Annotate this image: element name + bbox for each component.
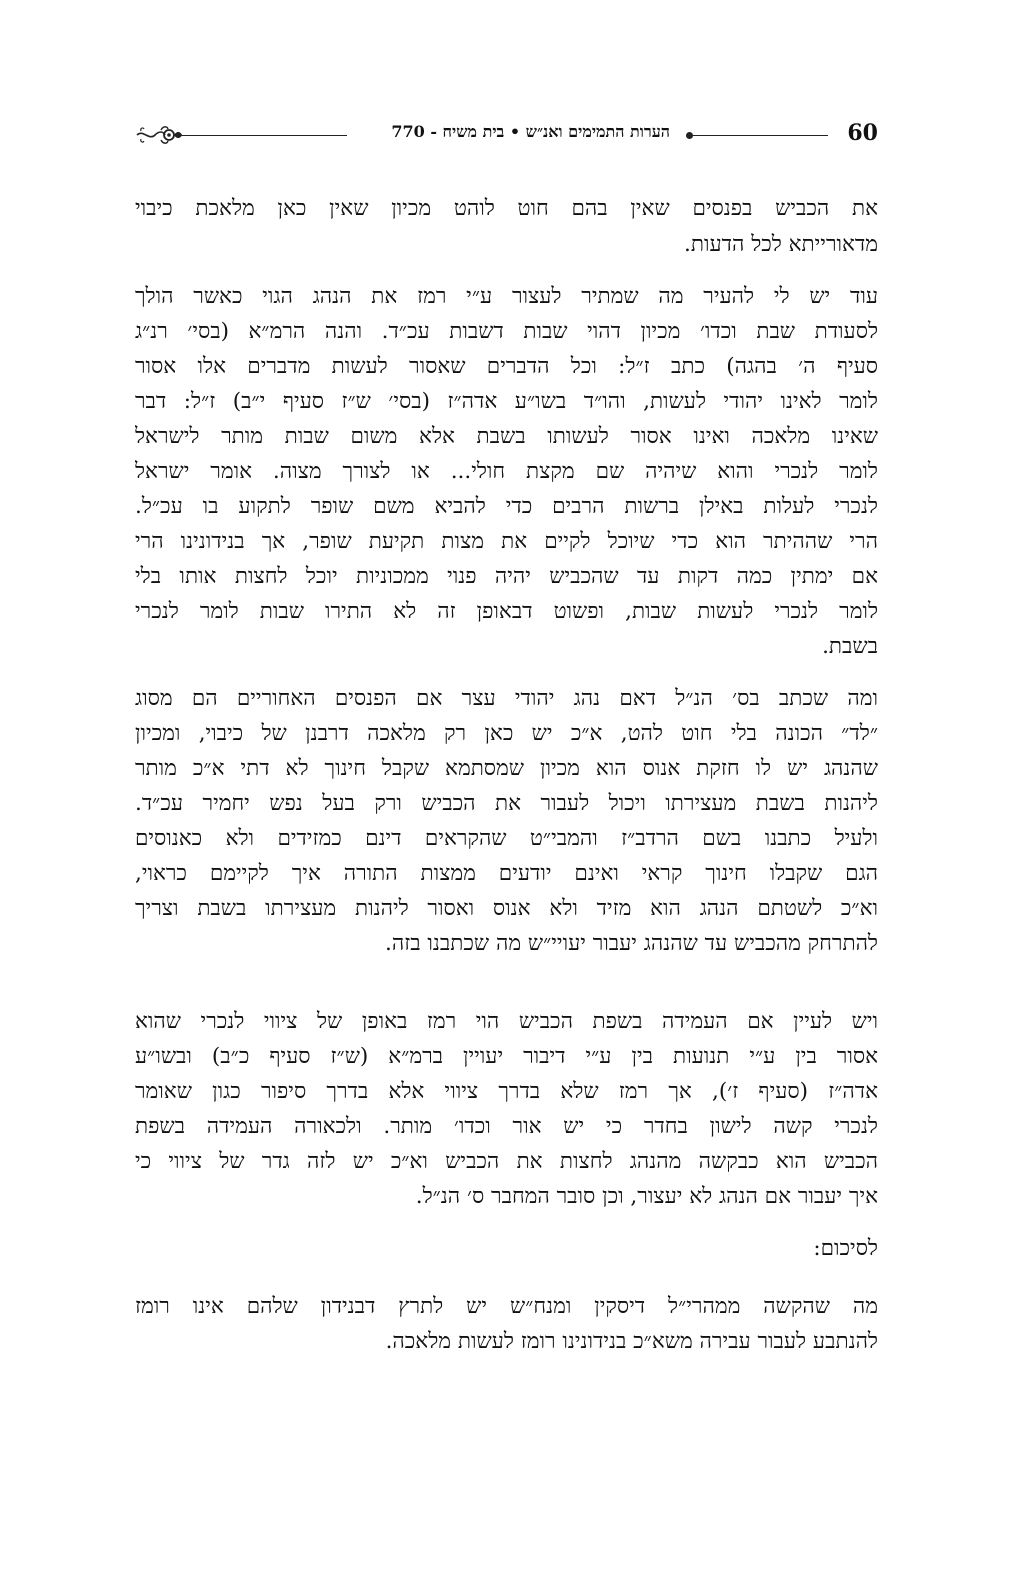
body-line: בשבת. [822, 634, 878, 659]
body-line: הכביש הוא כבקשה מהנהג לחצות את הכביש וא״כ יש לזה גדר של ציווי כי [135, 1149, 878, 1174]
body-line: סעיף ה׳ בהגה) כתב ז״ל: וכל הדברים שאסור לעשות מדברים אלו אסור [135, 354, 878, 379]
body-line: ליהנות בשבת מעצירתו ויכול לעבור את הכביש ורק בעל נפש יחמיר עכ״ד. [135, 791, 878, 816]
body-line: מדאורייתא לכל הדעות. [684, 232, 878, 257]
body-line: שהנהג יש לו חזקת אנוס הוא מכיון שמסתמא שקבל חינוך לא דתי א״כ מותר [135, 756, 878, 781]
body-line: לנכרי לעלות באילן ברשות הרבים כדי להביא משם שופר לתקוע בו עכ״ל. [135, 494, 878, 519]
header-rule-left [181, 135, 347, 136]
body-line: שאינו מלאכה ואינו אסור לעשותו בשבת אלא משום שבות מותר לישראל [135, 424, 878, 449]
body-line: הרי שההיתר הוא כדי שיוכל לקיים את מצות תקיעת שופר, אך בנידונינו הרי [135, 529, 878, 554]
page-header [135, 120, 878, 152]
body-line: להנתבע לעבור עבירה משא״כ בנידונינו רומז לעשות מלאכה. [385, 1329, 878, 1354]
running-title: הערות התמימים ואנ״ש • בית משיח - 770 [391, 122, 670, 141]
header-rule-right [690, 135, 828, 136]
body-line: ולעיל כתבנו בשם הרדב״ז והמבי״ט שהקראים דינם כמזידים ולא כאנוסים [135, 826, 878, 851]
body-line: מה שהקשה ממהרי״ל דיסקין ומנח״ש יש לתרץ דבנידון שלהם אינו רומז [135, 1294, 878, 1319]
body-line: אם ימתין כמה דקות עד שהכביש יהיה פנוי ממכוניות יוכל לחצות אותו בלי [135, 564, 878, 589]
body-line: וא״כ לשטתם הנהג הוא מזיד ולא אנוס ואסור ליהנות מעצירתו בשבת וצריך [135, 896, 878, 921]
body-line: את הכביש בפנסים שאין בהם חוט לוהט מכיון שאין כאן מלאכת כיבוי [135, 196, 878, 221]
body-line: ויש לעיין אם העמידה בשפת הכביש הוי רמז באופן של ציווי לנכרי שהוא [135, 1009, 878, 1034]
body-line: אדה״ז (סעיף ז׳), אך רמז שלא בדרך ציווי אלא בדרך סיפור כגון שאומר [135, 1079, 878, 1104]
page-number: 60 [847, 120, 878, 146]
body-line: ומה שכתב בס׳ הנ״ל דאם נהג יהודי עצר אם הפנסים האחוריים הם מסוג [135, 686, 878, 711]
body-line: לומר לנכרי והוא שיהיה שם מקצת חולי... או לצורך מצוה. אומר ישראל [135, 459, 878, 484]
section-heading: לסיכום: [813, 1236, 878, 1261]
body-line: לומר לנכרי לעשות שבות, ופשוט דבאופן זה לא התירו שבות לומר לנכרי [135, 599, 878, 624]
body-line: עוד יש לי להעיר מה שמתיר לעצור ע״י רמז את הנהג הגוי כאשר הולך [135, 284, 878, 309]
body-line: לסעודת שבת וכדו׳ מכיון דהוי שבות דשבות עכ״ד. והנה הרמ״א (בסי׳ רנ״ג [135, 319, 878, 344]
body-line: ״לד״ הכונה בלי חוט להט, א״כ יש כאן רק מלאכה דרבנן של כיבוי, ומכיון [135, 721, 878, 746]
body-line: לנכרי קשה לישון בחדר כי יש אור וכדו׳ מותר. ולכאורה העמידה בשפת [135, 1114, 878, 1139]
body-line: לומר לאינו יהודי לעשות, והו״ד בשו״ע אדה״ז (בסי׳ ש״ז סעיף י״ב) ז״ל: דבר [135, 389, 878, 414]
body-line: להתרחק מהכביש עד שהנהג יעבור יעויי״ש מה שכתבנו בזה. [385, 931, 878, 956]
body-line: הגם שקבלו חינוך קראי ואינם יודעים ממצות התורה איך לקיימם כראוי, [135, 861, 878, 886]
flourish-icon [135, 120, 183, 150]
body-line: אסור בין ע״י תנועות בין ע״י דיבור יעויין ברמ״א (ש״ז סעיף כ״ב) ובשו״ע [135, 1044, 878, 1069]
body-line: איך יעבור אם הנהג לא יעצור, וכן סובר המחבר ס׳ הנ״ל. [415, 1184, 878, 1209]
